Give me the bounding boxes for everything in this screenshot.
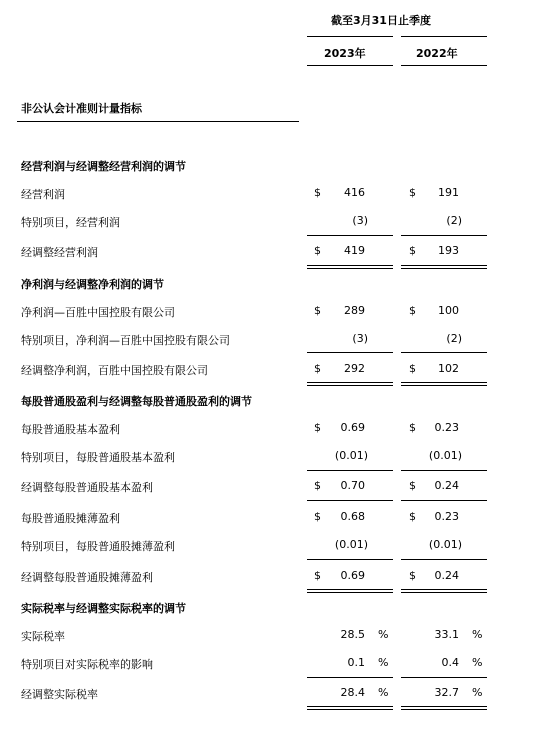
value-2022: 191	[438, 186, 459, 199]
value-2023: (0.01)	[334, 538, 368, 551]
total-double-line	[307, 385, 393, 386]
subtotal-line	[401, 677, 487, 678]
percent-sign: %	[472, 686, 483, 699]
total-double-line	[307, 268, 393, 269]
row-label: 特别项目对实际税率的影响	[21, 658, 153, 671]
subtotal-line	[401, 559, 487, 560]
column-underline-col2	[401, 65, 487, 66]
total-double-line	[307, 265, 393, 266]
row-label: 特别项目，经营利润	[21, 216, 120, 229]
subtotal-line	[307, 470, 393, 471]
currency-symbol: $	[314, 569, 321, 582]
subtotal-line	[307, 559, 393, 560]
subtotal-line	[401, 500, 487, 501]
row-label: 实际税率	[21, 630, 65, 643]
currency-symbol: $	[314, 510, 321, 523]
subtotal-line	[307, 352, 393, 353]
percent-sign: %	[378, 656, 389, 669]
row-label: 经调整经营利润	[21, 246, 98, 259]
column-header-2023: 2023年	[324, 47, 366, 60]
subtotal-line	[401, 470, 487, 471]
total-double-line	[401, 265, 487, 266]
value-2023: 0.70	[340, 479, 365, 492]
value-2023: 0.69	[340, 569, 365, 582]
value-2022: 0.24	[434, 569, 459, 582]
row-label: 特别项目，每股普通股摊薄盈利	[21, 540, 175, 553]
currency-symbol: $	[409, 421, 416, 434]
currency-symbol: $	[314, 479, 321, 492]
value-2023: 28.4	[340, 686, 365, 699]
total-double-line	[401, 589, 487, 590]
subtotal-line	[401, 235, 487, 236]
value-2022: 0.23	[434, 510, 459, 523]
percent-sign: %	[472, 656, 483, 669]
period-header: 截至3月31日止季度	[331, 14, 431, 27]
title-underline	[17, 121, 299, 122]
currency-symbol: $	[409, 244, 416, 257]
currency-symbol: $	[314, 362, 321, 375]
value-2022: (0.01)	[428, 538, 462, 551]
total-double-line	[401, 382, 487, 383]
value-2022: (0.01)	[428, 449, 462, 462]
value-2023: 289	[344, 304, 365, 317]
column-underline-col1	[307, 65, 393, 66]
table-title: 非公认会计准则计量指标	[21, 102, 142, 115]
total-double-line	[401, 706, 487, 707]
currency-symbol: $	[314, 421, 321, 434]
section-title: 净利润与经调整净利润的调节	[21, 278, 164, 291]
value-2022: (2)	[446, 214, 462, 227]
value-2022: 33.1	[434, 628, 459, 641]
value-2022: 193	[438, 244, 459, 257]
value-2022: 102	[438, 362, 459, 375]
currency-symbol: $	[409, 510, 416, 523]
value-2023: 416	[344, 186, 365, 199]
subtotal-line	[307, 235, 393, 236]
value-2022: 0.4	[441, 656, 459, 669]
total-double-line	[401, 268, 487, 269]
total-double-line	[307, 589, 393, 590]
row-label: 经调整实际税率	[21, 688, 98, 701]
row-label: 每股普通股摊薄盈利	[21, 512, 120, 525]
row-label: 净利润—百胜中国控股有限公司	[21, 306, 175, 319]
total-double-line	[401, 385, 487, 386]
value-2022: 0.23	[434, 421, 459, 434]
row-label: 经调整每股普通股基本盈利	[21, 481, 153, 494]
currency-symbol: $	[409, 304, 416, 317]
value-2023: 292	[344, 362, 365, 375]
value-2023: 0.1	[347, 656, 365, 669]
row-label: 特别项目，每股普通股基本盈利	[21, 451, 175, 464]
percent-sign: %	[378, 686, 389, 699]
value-2023: 419	[344, 244, 365, 257]
total-double-line	[401, 709, 487, 710]
value-2023: (3)	[352, 214, 368, 227]
value-2022: 32.7	[434, 686, 459, 699]
total-double-line	[401, 592, 487, 593]
currency-symbol: $	[314, 304, 321, 317]
row-label: 经调整每股普通股摊薄盈利	[21, 571, 153, 584]
section-title: 实际税率与经调整实际税率的调节	[21, 602, 186, 615]
percent-sign: %	[378, 628, 389, 641]
row-label: 特别项目，净利润—百胜中国控股有限公司	[21, 334, 230, 347]
currency-symbol: $	[409, 362, 416, 375]
value-2023: 28.5	[340, 628, 365, 641]
header-divider-col2	[401, 36, 487, 37]
total-double-line	[307, 382, 393, 383]
row-label: 经营利润	[21, 188, 65, 201]
value-2022: 100	[438, 304, 459, 317]
value-2022: (2)	[446, 332, 462, 345]
subtotal-line	[307, 677, 393, 678]
value-2023: 0.68	[340, 510, 365, 523]
value-2023: 0.69	[340, 421, 365, 434]
currency-symbol: $	[409, 569, 416, 582]
row-label: 每股普通股基本盈利	[21, 423, 120, 436]
value-2023: (3)	[352, 332, 368, 345]
subtotal-line	[307, 500, 393, 501]
section-title: 每股普通股盈利与经调整每股普通股盈利的调节	[21, 395, 252, 408]
column-header-2022: 2022年	[416, 47, 458, 60]
percent-sign: %	[472, 628, 483, 641]
currency-symbol: $	[314, 186, 321, 199]
currency-symbol: $	[409, 479, 416, 492]
subtotal-line	[401, 352, 487, 353]
row-label: 经调整净利润，百胜中国控股有限公司	[21, 364, 208, 377]
total-double-line	[307, 709, 393, 710]
total-double-line	[307, 592, 393, 593]
value-2023: (0.01)	[334, 449, 368, 462]
currency-symbol: $	[314, 244, 321, 257]
section-title: 经营利润与经调整经营利润的调节	[21, 160, 186, 173]
total-double-line	[307, 706, 393, 707]
header-divider-col1	[307, 36, 393, 37]
value-2022: 0.24	[434, 479, 459, 492]
currency-symbol: $	[409, 186, 416, 199]
